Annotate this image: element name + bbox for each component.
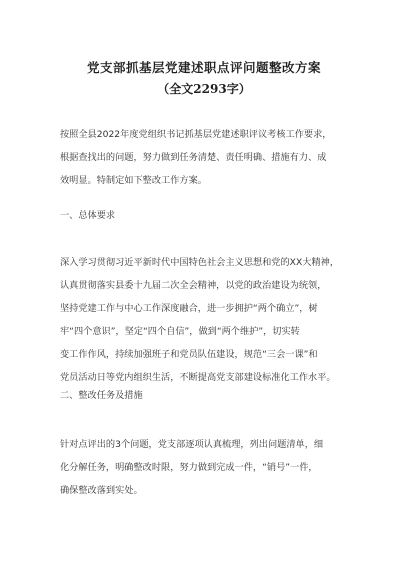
paragraph-line: 党员活动日等党内组织生活，不断提高党支部建设标准化工作水平。 (60, 372, 336, 383)
paragraph-line: 按照全县2022年度党组织书记抓基层党建述职评议考核工作要求， (60, 129, 332, 140)
paragraph-line: 坚持党建工作与中心工作深度融合，进一步拥护“两个确立”，树 (60, 303, 318, 314)
tasks-and-measures-paragraph (60, 433, 358, 502)
general-requirements-paragraph (60, 251, 358, 389)
paragraph-line: 效明显。特制定如下整改工作方案。 (60, 175, 207, 186)
document-subtitle: （全文2293字） (157, 82, 251, 96)
paragraph-line: 深入学习贯彻习近平新时代中国特色社会主义思想和党的XX大精神， (60, 257, 340, 268)
paragraph-line: 化分解任务，明确整改时限，努力做到完成一件，“销号”一件， (60, 462, 318, 473)
paragraph-line: 牢“四个意识”，坚定“四个自信”，做到“两个维护”，切实转 (60, 326, 300, 337)
section-heading-tasks-and-measures: 二、整改任务及措施 (60, 390, 143, 401)
section-heading-general-requirements: 一、总体要求 (60, 210, 116, 221)
intro-paragraph (60, 123, 358, 192)
paragraph-line: 认真贯彻落实县委十九届二次全会精神，以党的政治建设为统领， (60, 280, 327, 291)
paragraph-line: 针对点评出的3个问题，党支部逐项认真梳理，列出问题清单，细 (60, 439, 324, 450)
paragraph-line: 根据查找出的问题，努力做到任务清楚、责任明确、措施有力、成 (60, 152, 327, 163)
paragraph-line: 变工作作风，持续加强班子和党员队伍建设，规范“三会一课”和 (60, 349, 318, 360)
document-title: 党支部抓基层党建述职点评问题整改方案 (86, 60, 321, 75)
paragraph-line: 确保整改落到实处。 (60, 485, 143, 496)
